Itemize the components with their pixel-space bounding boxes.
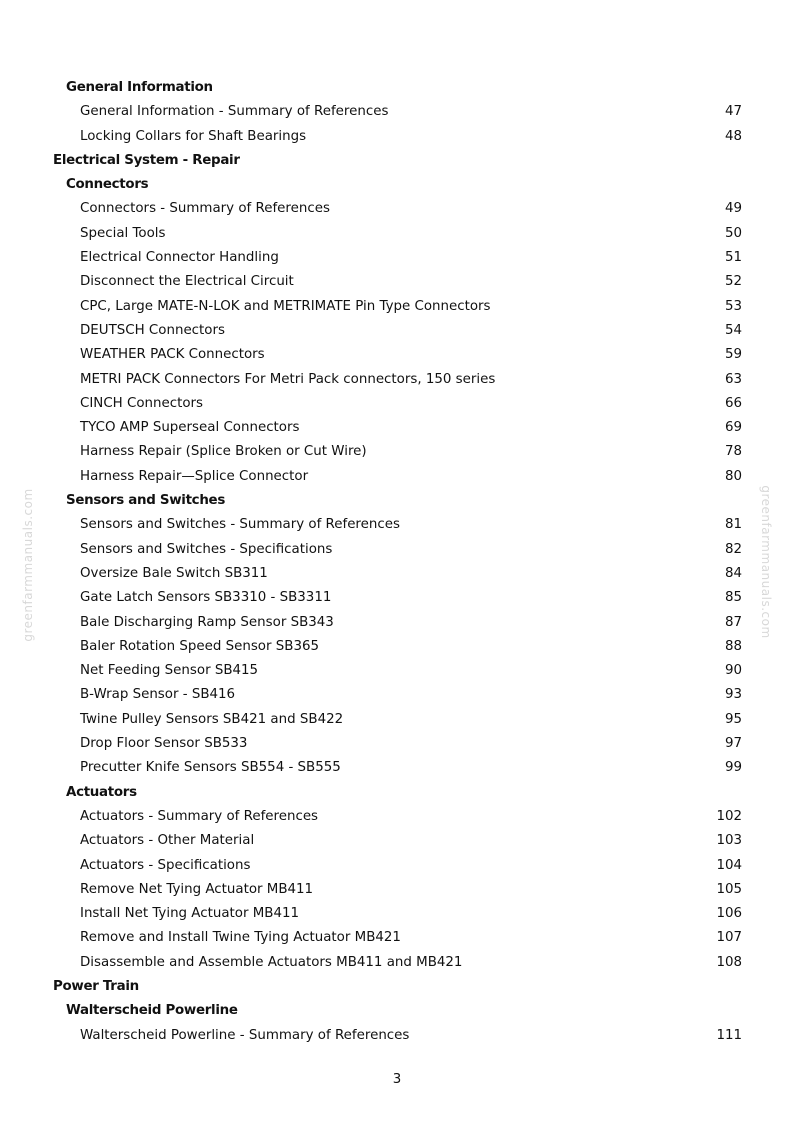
- toc-entry-page-number: 78: [724, 444, 742, 460]
- toc-entry-title: CINCH Connectors: [80, 395, 204, 411]
- toc-subsection: [0, 999, 794, 1023]
- toc-entry-page-number: 107: [716, 930, 742, 946]
- page-number: 3: [392, 1072, 402, 1087]
- toc-entry-title: WEATHER PACK Connectors: [80, 347, 265, 363]
- toc-entry-title: Locking Collars for Shaft Bearings: [80, 128, 307, 144]
- toc-entry-page-number: 97: [724, 736, 742, 752]
- toc-entry[interactable]: [0, 513, 794, 537]
- toc-entry[interactable]: [0, 343, 794, 367]
- toc-entry-page-number: 95: [724, 711, 742, 727]
- toc-entry[interactable]: [0, 854, 794, 878]
- toc-entry-page-number: 85: [724, 590, 742, 606]
- toc-entry-title: Net Feeding Sensor SB415: [80, 663, 259, 679]
- toc-entry-title: DEUTSCH Connectors: [80, 322, 225, 338]
- toc-subsection: [0, 76, 794, 100]
- toc-entry-page-number: 47: [724, 104, 742, 120]
- toc-entry-title: Harness Repair—Splice Connector: [80, 468, 309, 484]
- toc-entry-page-number: 105: [716, 881, 742, 897]
- toc-entry-page-number: 54: [724, 322, 742, 338]
- toc-entry[interactable]: [0, 125, 794, 149]
- toc-entry-title: Electrical Connector Handling: [80, 250, 279, 266]
- toc-entry-page-number: 88: [724, 638, 742, 654]
- toc-entry-title: TYCO AMP Superseal Connectors: [80, 420, 300, 436]
- toc-entry[interactable]: [0, 805, 794, 829]
- toc-entry-page-number: 90: [724, 663, 742, 679]
- toc-entry-page-number: 99: [724, 760, 742, 776]
- toc-entry[interactable]: [0, 440, 794, 464]
- toc-entry[interactable]: [0, 295, 794, 319]
- toc-entry-title: Precutter Knife Sensors SB554 - SB555: [80, 760, 341, 776]
- toc-entry-title: Remove Net Tying Actuator MB411: [80, 881, 314, 897]
- toc-entry-page-number: 102: [716, 808, 742, 824]
- toc-entry[interactable]: [0, 197, 794, 221]
- toc-subsection-title: Sensors and Switches: [66, 493, 226, 509]
- toc-entry[interactable]: [0, 562, 794, 586]
- toc-subsection-title: Walterscheid Powerline: [66, 1003, 238, 1019]
- watermark-left: greenfarmmanuals.com: [21, 488, 35, 642]
- toc-entry[interactable]: [0, 319, 794, 343]
- toc-entry-title: Twine Pulley Sensors SB421 and SB422: [80, 711, 344, 727]
- toc-entry-page-number: 50: [724, 225, 742, 241]
- toc-entry[interactable]: [0, 878, 794, 902]
- toc-entry-page-number: 93: [724, 687, 742, 703]
- toc-section: [0, 975, 794, 999]
- toc-entry[interactable]: [0, 416, 794, 440]
- toc-entry-title: Connectors - Summary of References: [80, 201, 330, 217]
- toc-entry-page-number: 63: [724, 371, 742, 387]
- toc-entry-title: Special Tools: [80, 225, 166, 241]
- toc-entry[interactable]: [0, 926, 794, 950]
- toc-entry[interactable]: [0, 392, 794, 416]
- toc-entry-title: CPC, Large MATE-N-LOK and METRIMATE Pin Type Connectors: [80, 298, 491, 314]
- toc-entry-title: Remove and Install Twine Tying Actuator MB421: [80, 930, 401, 946]
- toc-entry-title: Gate Latch Sensors SB3310 - SB3311: [80, 590, 332, 606]
- toc-entry-page-number: 51: [724, 250, 742, 266]
- table-of-contents: [0, 76, 794, 1048]
- toc-entry-page-number: 52: [724, 274, 742, 290]
- toc-entry-page-number: 49: [724, 201, 742, 217]
- toc-entry-page-number: 82: [724, 541, 742, 557]
- toc-entry[interactable]: [0, 635, 794, 659]
- toc-entry-title: Sensors and Switches - Specifications: [80, 541, 333, 557]
- toc-entry[interactable]: [0, 659, 794, 683]
- toc-entry[interactable]: [0, 829, 794, 853]
- toc-entry-page-number: 66: [724, 395, 742, 411]
- toc-entry-page-number: 80: [724, 468, 742, 484]
- toc-entry-title: Actuators - Summary of References: [80, 808, 319, 824]
- toc-entry[interactable]: [0, 902, 794, 926]
- toc-entry-page-number: 108: [716, 954, 742, 970]
- toc-entry-page-number: 103: [716, 833, 742, 849]
- toc-entry[interactable]: [0, 1024, 794, 1048]
- toc-section-title: Electrical System - Repair: [53, 152, 240, 168]
- toc-entry[interactable]: [0, 538, 794, 562]
- toc-entry-page-number: 81: [724, 517, 742, 533]
- toc-subsection-title: General Information: [66, 80, 213, 95]
- toc-entry-title: Disassemble and Assemble Actuators MB411 and MB421: [80, 954, 463, 970]
- toc-entry[interactable]: [0, 222, 794, 246]
- toc-entry-title: Bale Discharging Ramp Sensor SB343: [80, 614, 334, 630]
- toc-entry-title: Actuators - Specifications: [80, 857, 251, 873]
- toc-entry-title: Install Net Tying Actuator MB411: [80, 906, 300, 922]
- toc-entry-title: Baler Rotation Speed Sensor SB365: [80, 638, 320, 654]
- toc-entry[interactable]: [0, 756, 794, 780]
- toc-entry-page-number: 111: [716, 1027, 742, 1043]
- toc-entry-title: General Information - Summary of References: [80, 104, 389, 120]
- toc-entry-page-number: 48: [724, 128, 742, 144]
- toc-entry-title: Disconnect the Electrical Circuit: [80, 274, 294, 290]
- toc-subsection: [0, 489, 794, 513]
- toc-entry[interactable]: [0, 465, 794, 489]
- toc-entry-page-number: 87: [724, 614, 742, 630]
- toc-entry[interactable]: [0, 611, 794, 635]
- toc-entry[interactable]: [0, 951, 794, 975]
- toc-entry-page-number: 104: [716, 857, 742, 873]
- toc-entry-title: Harness Repair (Splice Broken or Cut Wire): [80, 444, 367, 460]
- toc-entry[interactable]: [0, 586, 794, 610]
- toc-entry[interactable]: [0, 368, 794, 392]
- toc-entry[interactable]: [0, 270, 794, 294]
- toc-entry[interactable]: [0, 100, 794, 124]
- toc-entry-page-number: 84: [724, 565, 742, 581]
- toc-entry[interactable]: [0, 683, 794, 707]
- toc-entry-page-number: 59: [724, 347, 742, 363]
- watermark-right: greenfarmmanuals.com: [759, 485, 773, 639]
- toc-subsection-title: Connectors: [66, 177, 149, 193]
- toc-section-title: Power Train: [53, 978, 139, 994]
- toc-entry[interactable]: [0, 708, 794, 732]
- toc-entry-title: Walterscheid Powerline - Summary of References: [80, 1027, 410, 1043]
- toc-subsection: [0, 781, 794, 805]
- toc-subsection: [0, 173, 794, 197]
- toc-subsection-title: Actuators: [66, 784, 137, 800]
- toc-entry-page-number: 53: [724, 298, 742, 314]
- toc-entry-title: Drop Floor Sensor SB533: [80, 736, 248, 752]
- toc-entry-title: Sensors and Switches - Summary of References: [80, 517, 400, 533]
- toc-entry-page-number: 69: [724, 420, 742, 436]
- toc-entry-title: METRI PACK Connectors For Metri Pack connectors, 150 series: [80, 371, 496, 387]
- toc-entry-title: B-Wrap Sensor - SB416: [80, 687, 236, 703]
- toc-section: [0, 149, 794, 173]
- toc-entry-title: Oversize Bale Switch SB311: [80, 565, 268, 581]
- toc-entry-title: Actuators - Other Material: [80, 833, 255, 849]
- toc-entry[interactable]: [0, 246, 794, 270]
- toc-entry-page-number: 106: [716, 906, 742, 922]
- toc-entry[interactable]: [0, 732, 794, 756]
